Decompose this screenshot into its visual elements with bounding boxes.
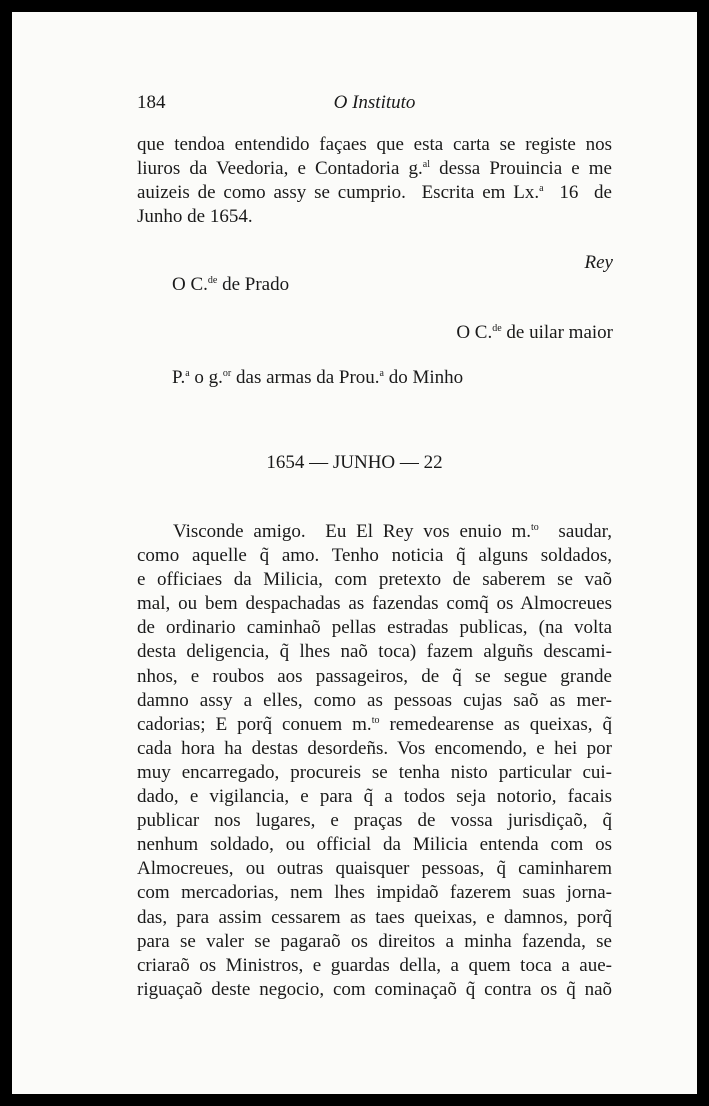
- text-line: liuros da Veedoria, e Contadoria g.$^{al}$ dessa Prouincia e me: [137, 158, 612, 180]
- text-line: e officiaes da Milicia, com pretexto de saberem se vaõ: [137, 569, 612, 591]
- page-number: 184: [137, 92, 166, 113]
- signature-prado: O C.$^{de}$ de Prado: [172, 274, 290, 295]
- text-line: para se valer se pagaraõ os direitos a minha fazenda, se: [137, 930, 612, 952]
- date-heading: 1654 — JUNHO — 22: [266, 452, 443, 473]
- text-line: Junho de 1654.: [137, 206, 253, 228]
- text-line: auizeis de como assy se cumprio. Escrita em Lx.$^a$ 16 de: [137, 182, 612, 204]
- text-line: muy encarregado, procureis se tenha nisto particular cui-: [137, 761, 612, 783]
- text-line: dado, e vigilancia, e para q̃ a todos seja notorio, facais: [137, 786, 612, 808]
- text-line: cadorias; E porq̃ conuem m.$^{to}$ remedearense as queixas, q̃: [137, 713, 613, 735]
- text-line: mal, ou bem despachadas as fazendas comq̃ os Almocreues: [137, 593, 612, 615]
- text-line: como aquelle q̃ amo. Tenho noticia q̃ alguns soldados,: [137, 545, 612, 567]
- signature-uilar-maior: O C.$^{de}$ de uilar maior: [456, 322, 613, 343]
- addressee-line: P.$^a$ o g.$^{or}$ das armas da Prou.$^a$ do Minho: [172, 367, 464, 388]
- letter-body: [137, 520, 612, 1002]
- text-line: que tendoa entendido façaes que esta carta se registe nos: [137, 134, 612, 155]
- text-line: de ordinario caminhaõ pellas estradas publicas, (na volta: [137, 617, 612, 639]
- text-line: riguaçaõ deste negocio, com cominaçaõ q̃ contra os q̃ naõ: [137, 978, 612, 1000]
- text-line: Almocreues, ou outras quaisquer pessoas, q̃ caminharem: [137, 858, 612, 880]
- text-line: damno assy a elles, como as pessoas cujas saõ as mer-: [137, 689, 612, 711]
- text-line: cada hora ha destas desordeñs. Vos encomendo, e hei por: [137, 737, 612, 759]
- text-line: das, para assim cessarem as taes queixas, e damnos, porq̃: [137, 906, 612, 928]
- text-line: com mercadorias, nem lhes impidaõ fazerem suas jorna-: [137, 882, 612, 904]
- book-page: [12, 12, 697, 1094]
- signature-rey: Rey: [584, 252, 613, 273]
- page-header: [137, 92, 612, 122]
- text-line: nenhum soldado, ou official da Milicia entenda com os: [137, 834, 612, 856]
- running-title: O Instituto: [333, 92, 416, 113]
- text-line: nhos, e roubos aos passageiros, de q̃ se segue grande: [137, 665, 612, 687]
- letter-ending-paragraph: [137, 133, 612, 229]
- text-line: desta deligencia, q̃ lhes naõ toca) fazem alguñs descami-: [137, 641, 612, 663]
- text-line: criaraõ os Ministros, e guardas della, a quem toca a aue-: [137, 954, 612, 976]
- text-line: publicar nos lugares, e praças de vossa jurisdiçaõ, q̃: [137, 810, 612, 832]
- text-line: Visconde amigo. Eu El Rey vos enuio m.$^{to}$ saudar,: [173, 521, 612, 542]
